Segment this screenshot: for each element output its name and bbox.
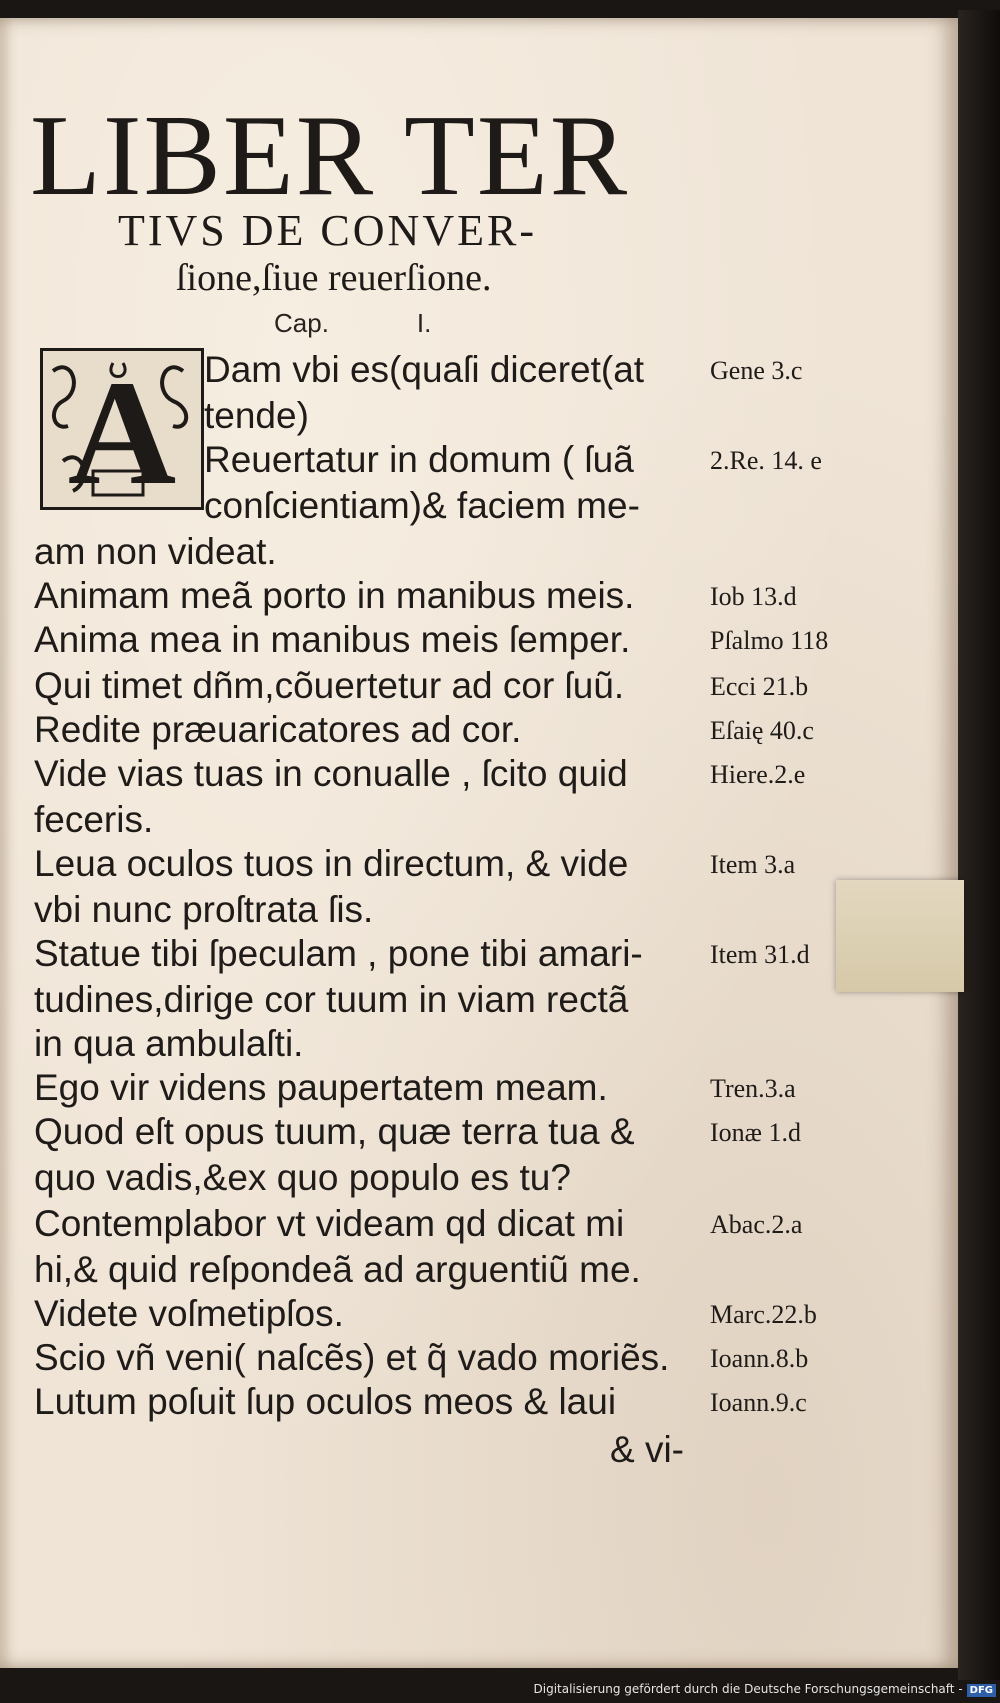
chapter-label: Cap. xyxy=(274,308,329,338)
text-line: Scio vñ veni( naſcẽs) et q̃ vado moriẽs. xyxy=(34,1337,670,1378)
chapter-heading xyxy=(274,308,674,339)
text-line: conſcientiam)& faciem me- xyxy=(204,485,640,526)
book-edge xyxy=(958,10,1000,1680)
margin-reference: Item 31.d xyxy=(710,940,810,969)
margin-reference: Ionæ 1.d xyxy=(710,1118,801,1147)
margin-reference: Pſalmo 118 xyxy=(710,626,829,655)
digitization-footer xyxy=(534,1682,997,1697)
text-line: Dam vbi es(quaſi diceret(at xyxy=(204,349,645,390)
text-line: Animam meã porto in manibus meis. xyxy=(34,575,635,616)
text-line: & vi- xyxy=(610,1429,684,1470)
text-line: Statue tibi ſpeculam , pone tibi amari- xyxy=(34,933,643,974)
text-line: Ego vir videns paupertatem meam. xyxy=(34,1067,608,1108)
footer-text: Digitalisierung gefördert durch die Deutsche Forschungsgemeinschaft - xyxy=(533,1682,963,1696)
book-page xyxy=(0,18,958,1668)
book-title-line3: ſione,ſiue reuerſione. xyxy=(176,257,492,299)
text-line: Reuertatur in domum ( ſuã xyxy=(204,439,634,480)
text-line: hi,& quid reſpondeã ad arguentiũ me. xyxy=(34,1249,641,1290)
text-line: Vide vias tuas in conualle , ſcito quid xyxy=(34,753,628,794)
text-line: Contemplabor vt videam qd dicat mi xyxy=(34,1203,625,1244)
margin-reference: Ecci 21.b xyxy=(710,672,809,701)
text-line: Lutum poſuit ſup oculos meos & laui xyxy=(34,1381,617,1422)
initial-letter: A xyxy=(67,351,177,507)
text-line: Quod eſt opus tuum, quæ terra tua & xyxy=(34,1111,635,1152)
text-line: feceris. xyxy=(34,799,154,840)
text-line: Anima mea in manibus meis ſemper. xyxy=(34,619,631,660)
margin-reference: Iob 13.d xyxy=(710,582,797,611)
decorated-initial xyxy=(40,348,204,510)
text-line: Videte voſmetipſos. xyxy=(34,1293,344,1334)
text-line: in qua ambulaſti. xyxy=(34,1023,304,1064)
margin-reference: Item 3.a xyxy=(710,850,796,879)
text-line: tudines,dirige cor tuum in viam rectã xyxy=(34,979,629,1020)
text-line: vbi nunc proſtrata ſis. xyxy=(34,889,374,930)
text-line: am non videat. xyxy=(34,531,277,572)
margin-reference: Abac.2.a xyxy=(710,1210,803,1239)
book-title-line2: TIVS DE CONVER- xyxy=(118,206,537,255)
text-line: Redite præuaricatores ad cor. xyxy=(34,709,522,750)
text-line: tende) xyxy=(204,395,309,436)
dfg-logo: DFG xyxy=(967,1684,996,1697)
book-title: LIBER TER xyxy=(30,92,630,220)
margin-reference: Eſaię 40.c xyxy=(710,716,814,745)
ornament-icon xyxy=(43,351,201,507)
margin-reference: Tren.3.a xyxy=(710,1074,796,1103)
margin-reference: Ioann.9.c xyxy=(710,1388,807,1417)
chapter-number: I. xyxy=(416,308,432,338)
text-line: quo vadis,&ex quo populo es tu? xyxy=(34,1157,571,1198)
paper-tab xyxy=(836,880,964,992)
margin-reference: Hiere.2.e xyxy=(710,760,806,789)
margin-reference: Ioann.8.b xyxy=(710,1344,809,1373)
margin-reference: 2.Re. 14. e xyxy=(710,446,822,475)
margin-reference: Gene 3.c xyxy=(710,356,803,385)
text-line: Leua oculos tuos in directum, & vide xyxy=(34,843,629,884)
margin-reference: Marc.22.b xyxy=(710,1300,817,1329)
text-line: Qui timet dñm,cõuertetur ad cor ſuũ. xyxy=(34,665,625,706)
